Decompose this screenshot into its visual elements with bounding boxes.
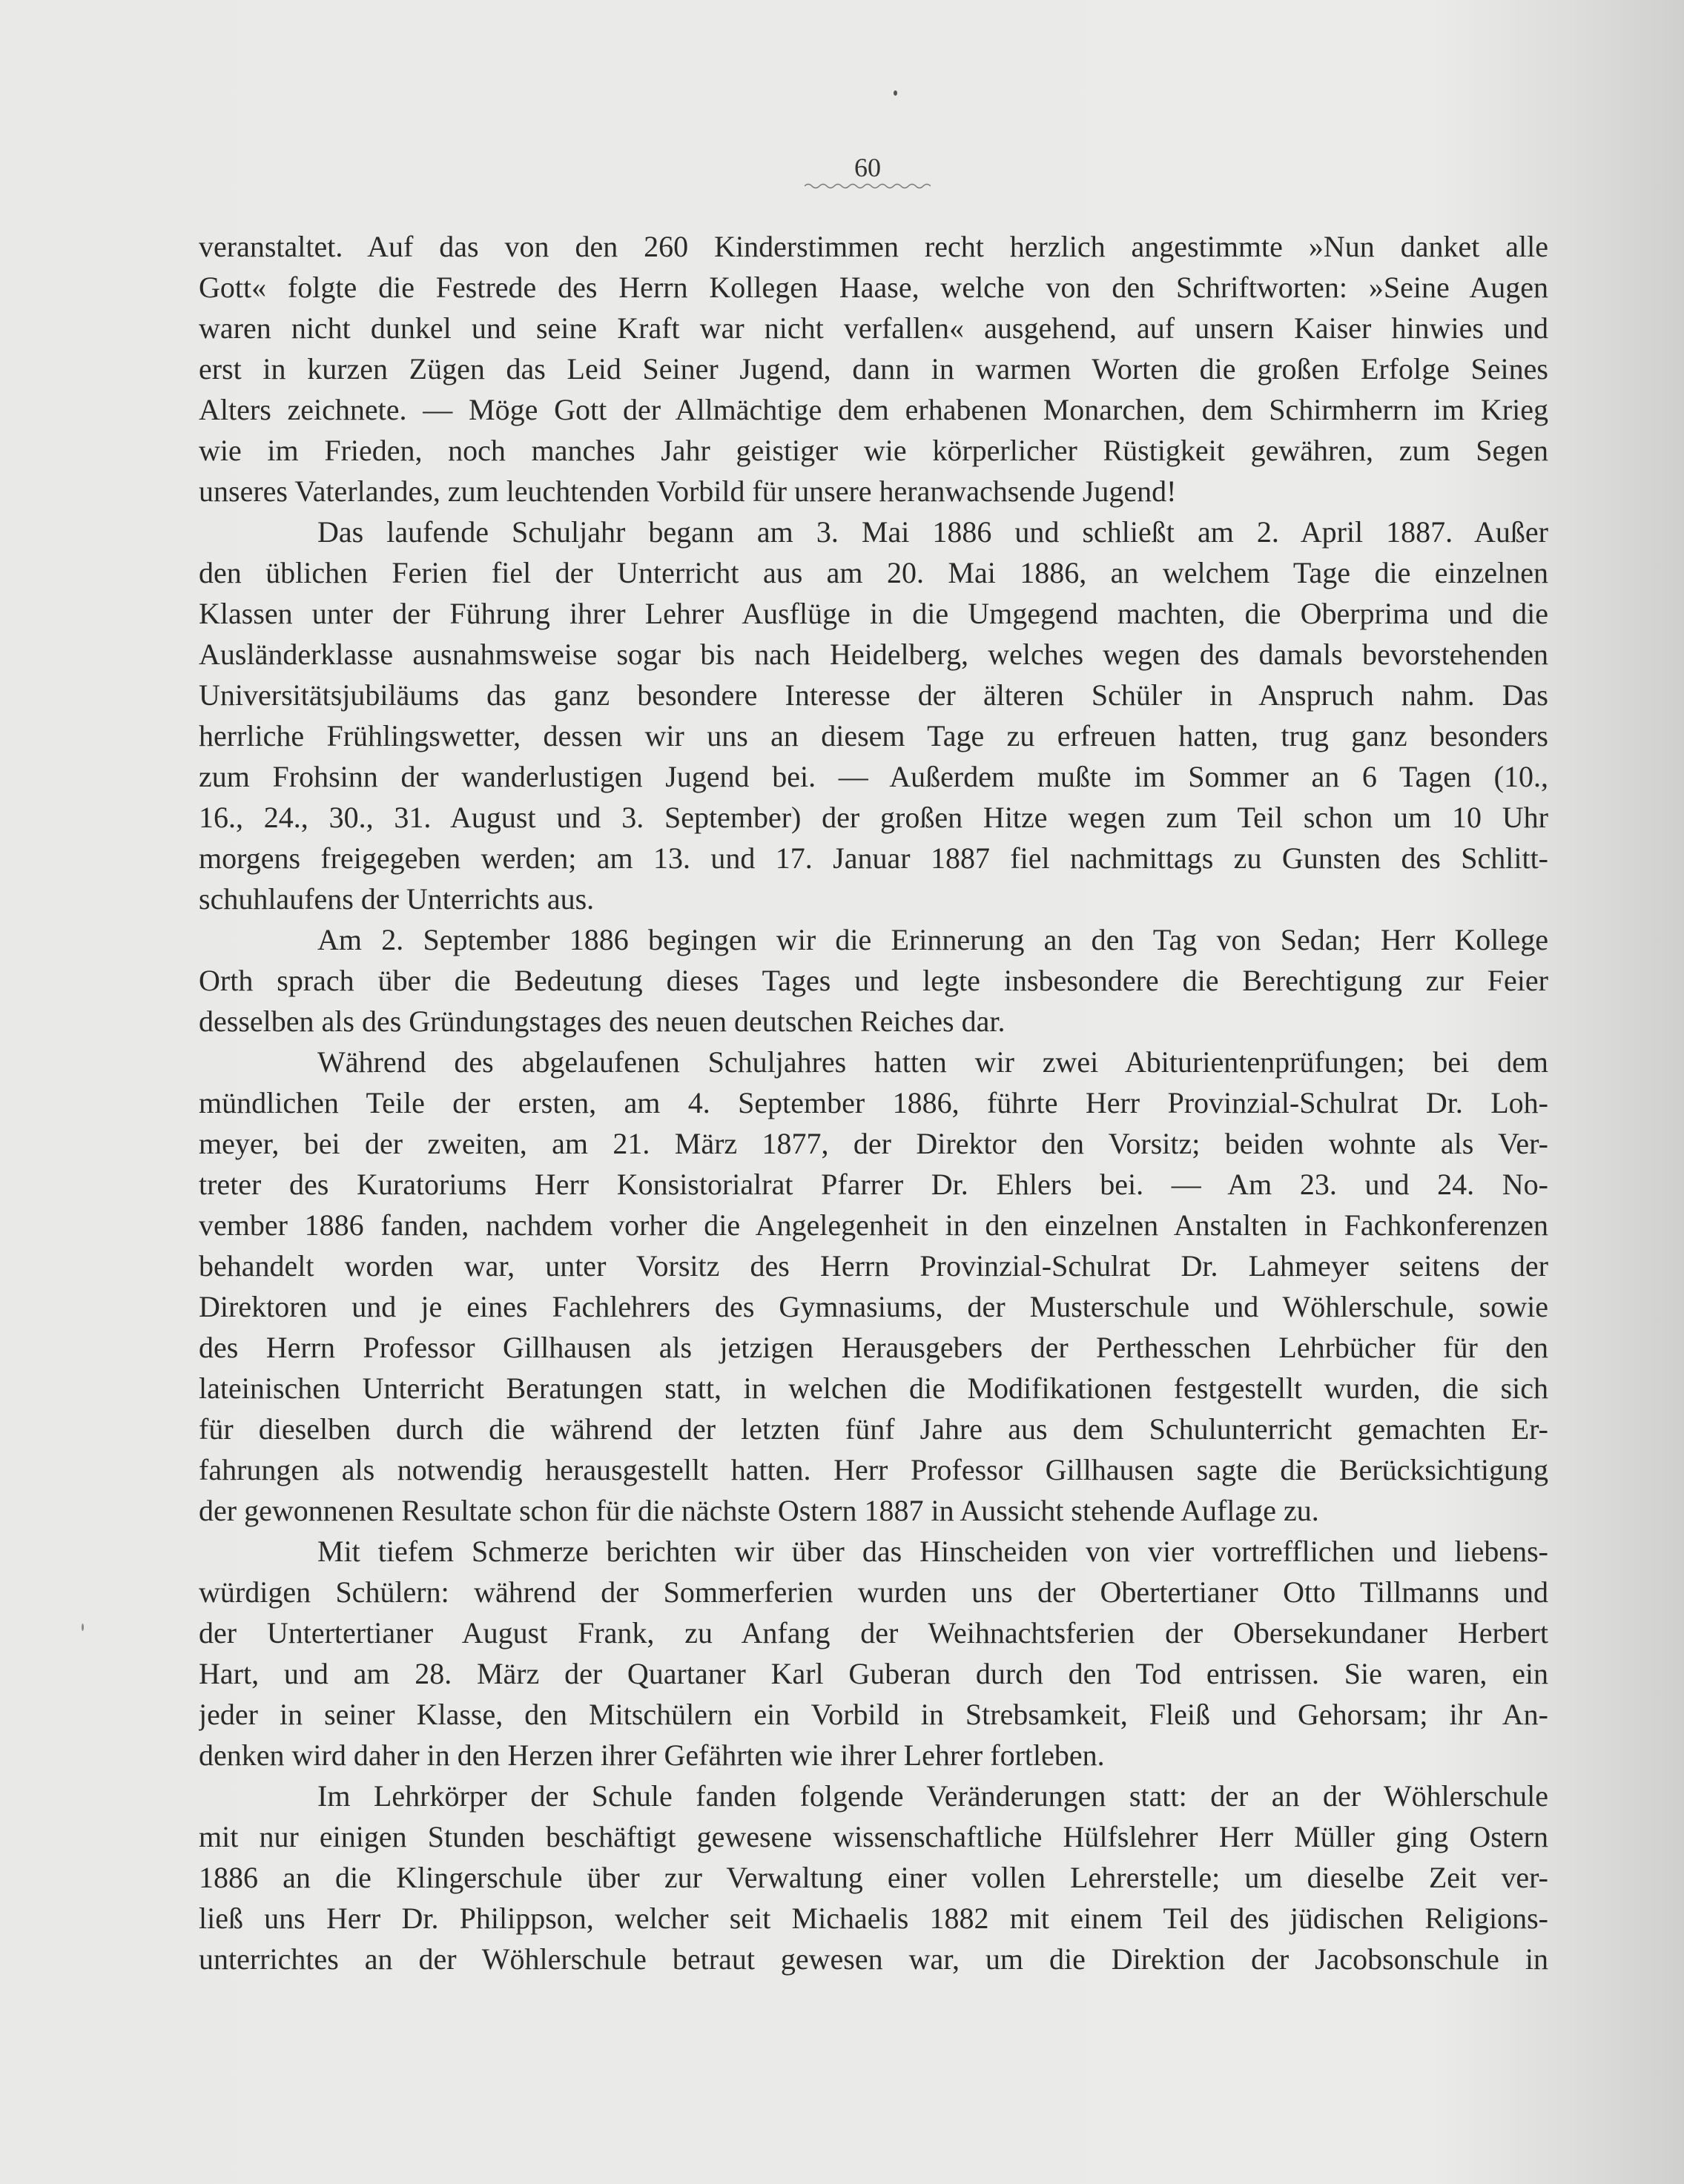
text-line: Am 2. September 1886 begingen wir die Erinnerung an den Tag von Sedan; Herr Kollege (317, 923, 1548, 956)
text-line: behandelt worden war, unter Vorsitz des Herrn Provinzial-Schulrat Dr. Lahmeyer seitens der (199, 1249, 1548, 1283)
text-line: desselben als des Gründungstages des neuen deutschen Reiches dar. (199, 1005, 1006, 1038)
text-line: Das laufende Schuljahr begann am 3. Mai 1886 und schließt am 2. April 1887. Außer (317, 515, 1548, 549)
text-line: des Herrn Professor Gillhausen als jetzigen Herausgebers der Perthesschen Lehrbücher für den (199, 1331, 1548, 1364)
text-line: unseres Vaterlandes, zum leuchtenden Vorbild für unsere heranwachsende Jugend! (199, 474, 1177, 508)
header-ornament (805, 182, 931, 190)
text-line: mündlichen Teile der ersten, am 4. September 1886, führte Herr Provinzial-Schulrat Dr. Loh- (199, 1086, 1548, 1119)
text-line: für dieselben durch die während der letzten fünf Jahre aus dem Schulunterricht gemachten Er- (199, 1412, 1548, 1446)
text-line: der Untertertianer August Frank, zu Anfang der Weihnachtsferien der Obersekundaner Herbert (199, 1616, 1548, 1649)
text-line: fahrungen als notwendig herausgestellt hatten. Herr Professor Gillhausen sagte die Berücksichtigung (199, 1453, 1548, 1486)
text-line: jeder in seiner Klasse, den Mitschülern ein Vorbild in Strebsamkeit, Fleiß und Gehorsam; ihr An- (199, 1698, 1548, 1731)
text-line: Während des abgelaufenen Schuljahres hatten wir zwei Abiturientenprüfungen; bei dem (317, 1045, 1548, 1079)
text-line: der gewonnenen Resultate schon für die nächste Ostern 1887 in Aussicht stehende Auflage zu. (199, 1494, 1319, 1527)
text-line: Universitätsjubiläums das ganz besondere Interesse der älteren Schüler in Anspruch nahm. Das (199, 678, 1548, 712)
body-text (199, 226, 1548, 1979)
page-number: 60 (854, 153, 881, 182)
text-line: wie im Frieden, noch manches Jahr geistiger wie körperlicher Rüstigkeit gewähren, zum Segen (199, 434, 1548, 467)
text-line: unterrichtes an der Wöhlerschule betraut gewesen war, um die Direktion der Jacobsonschule in (199, 1942, 1548, 1976)
text-line: schuhlaufens der Unterrichts aus. (199, 882, 595, 916)
text-line: würdigen Schülern: während der Sommerferien wurden uns der Obertertianer Otto Tillmanns und (199, 1575, 1548, 1609)
text-line: mit nur einigen Stunden beschäftigt gewesene wissenschaftliche Hülfslehrer Herr Müller ging Ostern (199, 1820, 1548, 1853)
text-line: Gott« folgte die Festrede des Herrn Kollegen Haase, welche von den Schriftworten: »Seine Augen (199, 271, 1548, 304)
text-line: waren nicht dunkel und seine Kraft war nicht verfallen« ausgehend, auf unsern Kaiser hinwies und (199, 311, 1548, 345)
text-line: Alters zeichnete. — Möge Gott der Allmächtige dem erhabenen Monarchen, dem Schirmherrn im Krieg (199, 393, 1548, 426)
text-line: Im Lehrkörper der Schule fanden folgende Veränderungen statt: der an der Wöhlerschule (317, 1779, 1548, 1813)
scan-speck (894, 90, 897, 96)
text-line: Direktoren und je eines Fachlehrers des Gymnasiums, der Musterschule und Wöhlerschule, sowie (199, 1290, 1548, 1323)
text-line: erst in kurzen Zügen das Leid Seiner Jugend, dann in warmen Worten die großen Erfolge Seines (199, 352, 1548, 385)
text-line: lateinischen Unterricht Beratungen statt, in welchen die Modifikationen festgestellt wurden, die sich (199, 1371, 1548, 1405)
scan-speck (82, 1624, 84, 1631)
text-line: Ausländerklasse ausnahmsweise sogar bis nach Heidelberg, welches wegen des damals bevorstehenden (199, 638, 1548, 671)
text-line: Klassen unter der Führung ihrer Lehrer Ausflüge in die Umgegend machten, die Oberprima und die (199, 597, 1548, 630)
text-line: ließ uns Herr Dr. Philippson, welcher seit Michaelis 1882 mit einem Teil des jüdischen Religions- (199, 1902, 1548, 1935)
text-line: meyer, bei der zweiten, am 21. März 1877, der Direktor den Vorsitz; beiden wohnte als Ver- (199, 1127, 1548, 1160)
text-line: herrliche Frühlingswetter, dessen wir uns an diesem Tage zu erfreuen hatten, trug ganz besonders (199, 719, 1548, 752)
text-line: vember 1886 fanden, nachdem vorher die Angelegenheit in den einzelnen Anstalten in Fachkonferenzen (199, 1208, 1548, 1242)
text-line: 1886 an die Klingerschule über zur Verwaltung einer vollen Lehrerstelle; um dieselbe Zeit ver- (199, 1861, 1548, 1894)
text-line: den üblichen Ferien fiel der Unterricht aus am 20. Mai 1886, an welchem Tage die einzelnen (199, 556, 1548, 589)
text-line: zum Frohsinn der wanderlustigen Jugend bei. — Außerdem mußte im Sommer an 6 Tagen (10., (199, 760, 1548, 793)
text-line: veranstaltet. Auf das von den 260 Kinderstimmen recht herzlich angestimmte »Nun danket alle (199, 230, 1548, 263)
text-line: Orth sprach über die Bedeutung dieses Tages und legte insbesondere die Berechtigung zur Feier (199, 964, 1548, 997)
text-line: Mit tiefem Schmerze berichten wir über das Hinscheiden von vier vortrefflichen und liebens- (317, 1535, 1548, 1568)
text-line: denken wird daher in den Herzen ihrer Gefährten wie ihrer Lehrer fortleben. (199, 1738, 1105, 1772)
text-line: morgens freigegeben werden; am 13. und 17. Januar 1887 fiel nachmittags zu Gunsten des Schlitt- (199, 841, 1548, 875)
text-line: Hart, und am 28. März der Quartaner Karl Guberan durch den Tod entrissen. Sie waren, ein (199, 1657, 1548, 1690)
text-line: treter des Kuratoriums Herr Konsistorialrat Pfarrer Dr. Ehlers bei. — Am 23. und 24. No- (199, 1168, 1548, 1201)
text-line: 16., 24., 30., 31. August und 3. September) der großen Hitze wegen zum Teil schon um 10 Uhr (199, 801, 1548, 834)
